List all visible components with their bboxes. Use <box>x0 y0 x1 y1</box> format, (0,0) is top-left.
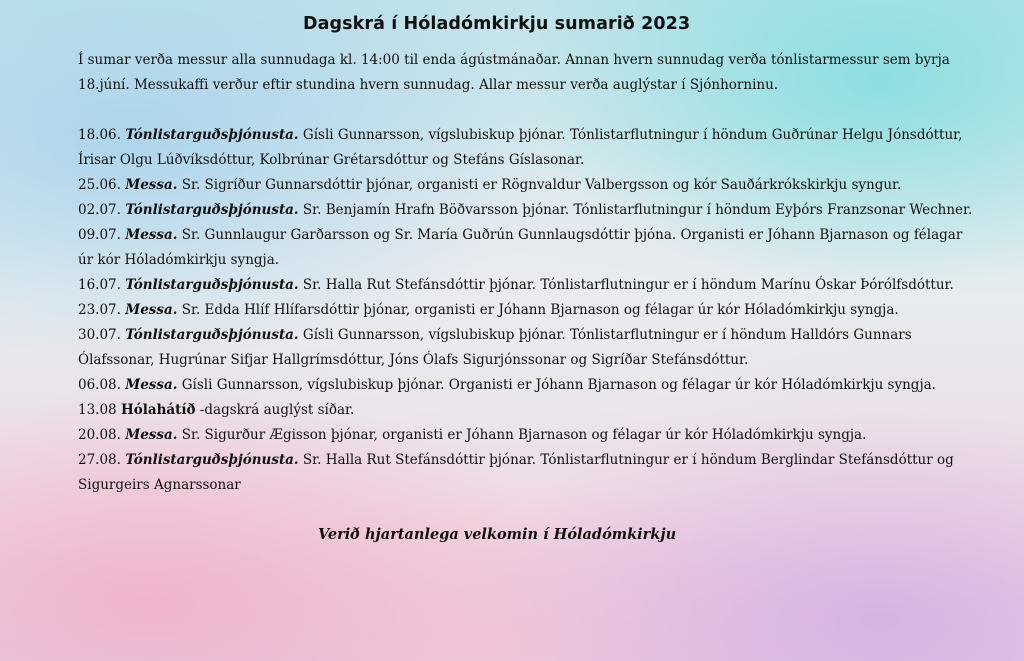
entry-text: Sr. Halla Rut Stefánsdóttir þjónar. Tónlistarflutningur er í höndum Berglindar Stefánsdóttur og Sigurgeirs Agnarssonar <box>78 452 954 493</box>
entry-date: 27.08. <box>78 452 121 468</box>
schedule-entry <box>78 298 978 323</box>
entry-type: Tónlistarguðsþjónusta. <box>125 327 299 343</box>
entry-date: 30.07. <box>78 327 121 343</box>
schedule-entry <box>78 223 978 273</box>
entry-type: Tónlistarguðsþjónusta. <box>125 127 299 143</box>
schedule-entry <box>78 423 978 448</box>
entry-date: 13.08 <box>78 402 117 418</box>
entry-text: Sr. Gunnlaugur Garðarsson og Sr. María Guðrún Gunnlaugsdóttir þjóna. Organisti er Jóhann Bjarnason og félagar úr kór Hóladómkirkju syngja. <box>78 227 963 268</box>
schedule-entry <box>78 398 978 423</box>
entry-date: 25.06. <box>78 177 121 193</box>
entry-type: Messa. <box>125 177 178 193</box>
entry-date: 16.07. <box>78 277 121 293</box>
entry-text: Sr. Sigríður Gunnarsdóttir þjónar, organisti er Rögnvaldur Valbergsson og kór Sauðárkrókskirkju syngur. <box>181 177 902 193</box>
schedule-entry <box>78 173 978 198</box>
entry-type: Tónlistarguðsþjónusta. <box>125 202 299 218</box>
schedule-entry <box>78 273 978 298</box>
entry-text: Gísli Gunnarsson, vígslubiskup þjónar. Organisti er Jóhann Bjarnason og félagar úr kór Hóladómkirkju syngja. <box>181 377 936 393</box>
entry-text: -dagskrá auglýst síðar. <box>199 402 355 418</box>
entry-type: Messa. <box>125 227 178 243</box>
entry-date: 18.06. <box>78 127 121 143</box>
entry-type: Messa. <box>125 302 178 318</box>
entry-date: 23.07. <box>78 302 121 318</box>
closing-line: Verið hjartanlega velkomin í Hóladómkirkju <box>318 526 677 543</box>
entry-text: Gísli Gunnarsson, vígslubiskup þjónar. Tónlistarflutningur er í höndum Halldórs Gunnars Ólafssonar, Hugrúnar Sifjar Hallgrímsdóttur, Jóns Ólafs Sigurjónssonar og Sigríðar Stefánsdóttur. <box>78 327 912 368</box>
schedule-entry <box>78 123 978 173</box>
entry-date: 20.08. <box>78 427 121 443</box>
entry-date: 02.07. <box>78 202 121 218</box>
schedule-entry <box>78 198 978 223</box>
entry-date: 06.08. <box>78 377 121 393</box>
schedule-entry <box>78 448 978 498</box>
entry-type: Messa. <box>125 377 178 393</box>
entry-text: Sr. Edda Hlíf Hlífarsdóttir þjónar, organisti er Jóhann Bjarnason og félagar úr kór Hóladómkirkju syngja. <box>181 302 899 318</box>
schedule-list <box>78 123 978 498</box>
entry-date: 09.07. <box>78 227 121 243</box>
entry-type: Hólahátíð <box>120 402 196 418</box>
entry-text: Sr. Halla Rut Stefánsdóttir þjónar. Tónlistarflutningur er í höndum Marínu Óskar Þórólfsdóttur. <box>302 277 954 293</box>
entry-text: Sr. Sigurður Ægisson þjónar, organisti er Jóhann Bjarnason og félagar úr kór Hóladómkirkju syngja. <box>181 427 867 443</box>
entry-type: Messa. <box>125 427 178 443</box>
entry-type: Tónlistarguðsþjónusta. <box>125 452 299 468</box>
entry-text: Gísli Gunnarsson, vígslubiskup þjónar. Tónlistarflutningur í höndum Guðrúnar Helgu Jónsdóttur, Írisar Olgu Lúðvíksdóttur, Kolbrúnar Grétarsdóttur og Stefáns Gíslasonar. <box>78 127 963 168</box>
page-title: Dagskrá í Hóladómkirkju sumarið 2023 <box>303 14 691 34</box>
entry-type: Tónlistarguðsþjónusta. <box>125 277 299 293</box>
entry-text: Sr. Benjamín Hrafn Böðvarsson þjónar. Tónlistarflutningur í höndum Eyþórs Franzsonar Wechner. <box>302 202 973 218</box>
schedule-entry <box>78 323 978 373</box>
intro-paragraph: Í sumar verða messur alla sunnudaga kl. 14:00 til enda ágústmánaðar. Annan hvern sunnudag verða tónlistarmessur sem byrja 18.júní. Messukaffi verður eftir stundina hvern sunnudag. Allar messur verða auglýstar í Sjónhorninu. <box>78 52 950 93</box>
schedule-entry <box>78 373 978 398</box>
